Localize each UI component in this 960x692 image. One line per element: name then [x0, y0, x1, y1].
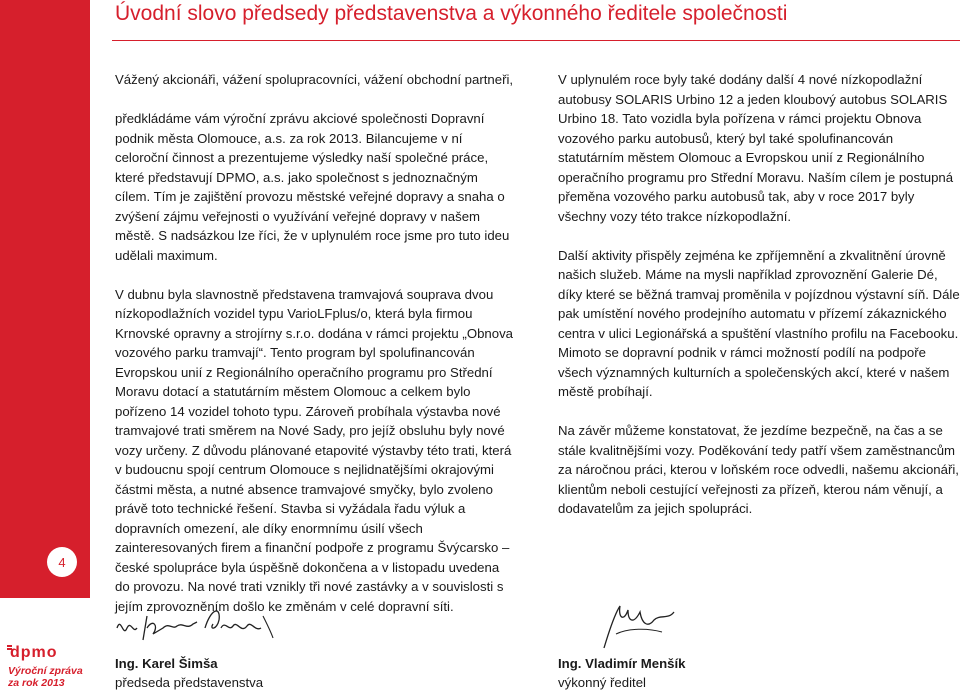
right-text-column — [558, 70, 960, 538]
signer-director — [558, 654, 686, 692]
header-divider — [112, 40, 960, 41]
report-label-line2: za rok 2013 — [8, 677, 65, 689]
report-label-line1: Výroční zpráva — [8, 665, 83, 677]
left-text-column — [115, 70, 515, 636]
conclusion-paragraph: Na závěr můžeme konstatovat, že jezdíme bezpečně, na čas a se stále kvalitnějšími vozy. Poděkování tedy patří všem zaměstnancům za náročnou práci, kterou v loňském roce odvedli, našemu akcionáři, klientům neboli cestující veřejnosti za přízeň, kterou nám věnují, a dodavatelům za jejich spolupráci. — [558, 423, 959, 516]
signature-vladimir-mensik — [598, 598, 678, 652]
page-number-badge: 4 — [47, 547, 77, 577]
page-title: Úvodní slovo předsedy představenstva a výkonného ředitele společnosti — [115, 2, 788, 25]
signature-karel-simsa — [113, 598, 293, 650]
bus-paragraph: V uplynulém roce byly také dodány další 4 nové nízkopodlažní autobusy SOLARIS Urbino 12 a jeden kloubový autobus SOLARIS Urbino 18. Tato vozidla byla pořízena v rámci projektu Obnova vozového parku autobusů, který byl také spolufinancován statutárním městem Olomouc a Evropskou unií z Regionálního operačního programu pro Střední Moravu. Naším cílem je postupná přeměna vozového parku autobusů tak, aby v roce 2017 byly všechny vozy této trakce nízkopodlažní. — [558, 72, 954, 224]
signer-role: předseda představenstva — [115, 675, 264, 690]
signer-chairman — [115, 654, 263, 692]
signer-name: Ing. Karel Šimša — [115, 656, 218, 671]
tram-paragraph: V dubnu byla slavnostně představena tramvajová souprava dvou nízkopodlažních vozidel typu VarioLFplus/o, která byla firmou Krnovské opravny a strojírny s.r.o. dodána v rámci projektu „Obnova vozového parku tramvají“. Tento program byl spolufinancován Evropskou unií z Regionálního operačního programu pro Střední Moravu dotací a statutárním městem Olomouc a celkem bylo pořízeno 14 vozidel tohoto typu. Zároveň probíhala výstavba nové tramvajové trati směrem na Nové Sady, pro jejíž obsluhu byly nové vozy určeny. Z důvodu plánované etapovité výstavby této trati, která v budoucnu spojí centrum Olomouce s nejlidnatějšími okrajovými částmi města, a nutné absence tramvajové smyčky, bylo zvoleno právě toto technické řešení. Stavba si vyžádala řadu výluk a dopravních omezení, ale díky enormnímu úsilí všech zainteresovaných firem a finanční podpoře z programu Švýcarsko – české spolupráce byla úspěšně dokončena a v listopadu uvedena do provozu. Na nové trati vznikly tři nové zastávky a v souvislosti s jejím zprovozněním došlo ke změnám v celé dopravní síti. — [115, 286, 514, 614]
intro-paragraph: předkládáme vám výroční zprávu akciové společnosti Dopravní podnik města Olomouce, a.s. za rok 2013. Bilancujeme v ní celoroční činnost a prezentujeme výsledky naší společné práce, které představují DPMO, a.s. jako společnost s jednoznačným cílem. Tím je zajištění provozu městské veřejné dopravy a snaha o zvýšení zájmu veřejnosti o využívání veřejné dopravy v našem městě. S nadsázkou lze říci, že v uplynulém roce jsme pro tuto ideu udělali maximum. — [115, 111, 510, 263]
signer-name: Ing. Vladimír Menšík — [558, 656, 686, 671]
activities-paragraph: Další aktivity přispěly zejména ke zpříjemnění a zkvalitnění úrovně našich služeb. Máme na mysli například zprovoznění Galerie Dé, díky které se běžná tramvaj proměnila v pojízdnou výstavní síň. Dále pak umístění nového prodejního automatu v přízemí zákaznického centra v ulici Legionářská a spuštění vlastního profilu na Facebooku. Mimoto se dopravní podnik v rámci možností podílí na podpoře všech významných kulturních a společenských akcí, které v našem městě probíhají. — [558, 247, 960, 399]
left-red-sidebar — [0, 0, 90, 598]
signer-role: výkonný ředitel — [558, 675, 646, 690]
dpmo-logo: dpmo — [10, 644, 58, 661]
salutation-paragraph: Vážený akcionáři, vážení spolupracovníci, vážení obchodní partneři, — [115, 72, 514, 87]
annual-report-label — [8, 665, 83, 689]
